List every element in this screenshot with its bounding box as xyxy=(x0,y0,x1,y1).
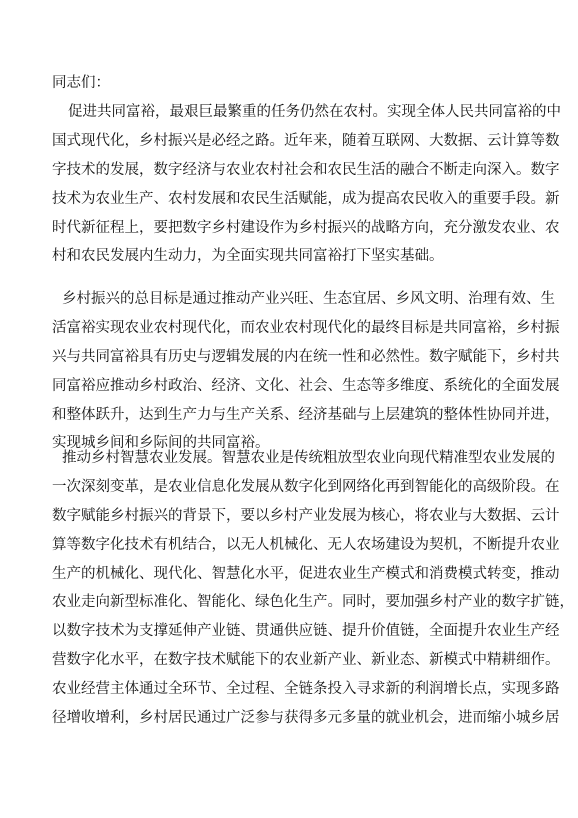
paragraph-line: 活富裕实现农业农村现代化，而农业农村现代化的最终目标是共同富裕，乡村振 xyxy=(52,319,560,336)
paragraph-line: 同富裕应推动乡村政治、经济、文化、社会、生态等多维度、系统化的全面发展 xyxy=(52,377,560,394)
paragraph-line: 促进共同富裕，最艰巨最繁重的任务仍然在农村。实现全体人民共同富裕的中 xyxy=(68,104,561,120)
paragraph-line: 数字赋能乡村振兴的背景下，要以乡村产业发展为核心，将农业与大数据、云计 xyxy=(52,507,560,524)
paragraph-line: 农业经营主体通过全环节、全过程、全链条投入寻求新的利润增长点，实现多路 xyxy=(52,681,560,698)
paragraph-line: 营数字化水平，在数字技术赋能下的农业新产业、新业态、新模式中精耕细作。 xyxy=(52,652,560,669)
paragraph-line: 实现城乡间和乡际间的共同富裕。 xyxy=(52,435,270,452)
paragraph-line: 和整体跃升，达到生产力与生产关系、经济基础与上层建筑的整体性协同并进， xyxy=(52,406,560,423)
paragraph-line: 乡村振兴的总目标是通过推动产业兴旺、生态宜居、乡风文明、治理有效、生 xyxy=(62,291,555,307)
paragraph-line: 技术为农业生产、农村发展和农民生活赋能，成为提高农民收入的重要手段。新 xyxy=(52,190,560,207)
paragraph-line: 推动乡村智慧农业发展。智慧农业是传统粗放型农业向现代精准型农业发展的 xyxy=(62,450,555,466)
paragraph-line: 生产的机械化、现代化、智慧化水平，促进农业生产模式和消费模式转变，推动 xyxy=(52,565,560,582)
paragraph-line: 村和农民发展内生动力，为全面实现共同富裕打下坚实基础。 xyxy=(52,248,444,265)
paragraph-line: 以数字技术为支撑延伸产业链、贯通供应链、提升价值链，全面提升农业生产经 xyxy=(52,623,560,640)
paragraph-1 xyxy=(52,98,561,271)
paragraph-line: 一次深刻变革，是农业信息化发展从数字化到网络化再到智能化的高级阶段。在 xyxy=(52,478,560,495)
paragraph-line: 兴与共同富裕具有历史与逻辑发展的内在统一性和必然性。数字赋能下，乡村共 xyxy=(52,348,560,365)
paragraph-line: 农业走向新型标准化、智能化、绿色化生产。同时，要加强乡村产业的数字扩链， xyxy=(52,594,574,611)
paragraph-3 xyxy=(52,444,574,733)
paragraph-line: 时代新征程上，要把数字乡村建设作为乡村振兴的战略方向，充分激发农业、农 xyxy=(52,219,560,236)
paragraph-line: 字技术的发展，数字经济与农业农村社会和农民生活的融合不断走向深入。数字 xyxy=(52,161,560,178)
paragraph-line: 径增收增利，乡村居民通过广泛参与获得多元多量的就业机会，进而缩小城乡居 xyxy=(52,710,560,727)
paragraph-line: 算等数字化技术有机结合，以无人机械化、无人农场建设为契机，不断提升农业 xyxy=(52,536,560,553)
salutation: 同志们： xyxy=(52,75,110,91)
paragraph-line: 国式现代化，乡村振兴是必经之路。近年来，随着互联网、大数据、云计算等数 xyxy=(52,132,560,149)
